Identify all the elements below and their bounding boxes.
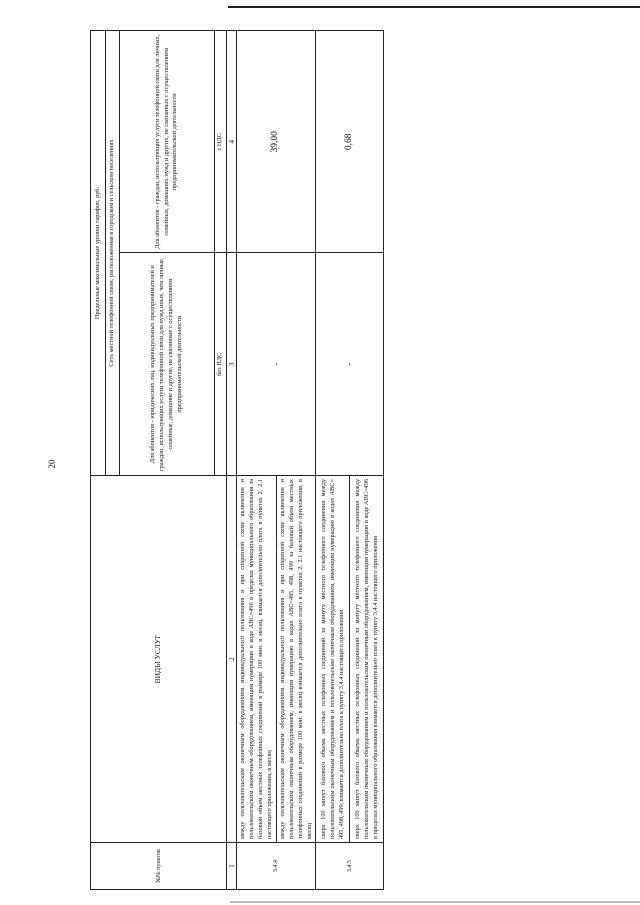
network-header: Сеть местной телефонной связи, расположенная в городском и сельском поселениях <box>106 31 120 476</box>
subscriber-legal-header: Для абонентов - юридических лиц, индивидуальных предпринимателей и граждан, использующих услуги телефонной связи для нужд иных, чем личные, семейные, домашние и другие, не связанные с осуществлением предпринимательской деятельности <box>120 253 215 476</box>
row-number: 3.4.4 <box>237 843 316 890</box>
row-value-citizens: 0,68 <box>316 31 384 254</box>
rotated-document-page <box>90 30 380 890</box>
col-services-header: ВИДЫ УСЛУГ <box>91 476 227 843</box>
table-row <box>316 31 350 890</box>
row-number: 3.4.5 <box>316 843 384 890</box>
page-number: 20 <box>47 459 57 469</box>
scan-edge-bottom <box>230 901 640 903</box>
col-number-header: №№ пунктов <box>91 843 227 890</box>
scan-edge-top <box>228 6 640 8</box>
tariff-header: Предельные максимальные уровни тарифов, руб. <box>91 31 106 476</box>
tariff-table <box>90 30 384 890</box>
table-row <box>237 31 277 890</box>
row-value-legal: - <box>316 253 384 476</box>
vat-without-header: без НДС <box>215 253 227 476</box>
row-value-citizens: 39,00 <box>237 31 316 254</box>
column-index: 2 <box>227 476 237 843</box>
vat-with-header: с НДС <box>215 31 227 254</box>
column-index: 1 <box>227 843 237 890</box>
row-description: сверх 100 минут базового объема местных телефонных соединений за минуту местного телефонного соединения между пользовательским оконечным оборудованием и пользовательским оконечным оборудованием, имеющим нумерацию в кодах АВС= 495, 498, 499, взимается дополнительно плата к пункту 3.4.4 настоящего приложения <box>316 476 350 843</box>
row-value-legal: - <box>237 253 316 476</box>
row-description: между пользовательским оконечным оборудованием индивидуального пользования и при спаренной схеме включения и пользовательским оконечным оборудованием, имеющим нумерацию в коде АВС=496 в пределах муниципального образования за базовый объем местных телефонных соединений в размере 100 мин. в месяц, взимается дополнительно плата в пунктах 2, 2.1 настоящего приложения, в месяц <box>237 476 277 843</box>
column-index: 4 <box>227 31 237 254</box>
row-description: между пользовательским оконечным оборудованием индивидуального пользования и при спаренной схеме включения и пользовательским оконечным оборудованием, имеющим нумерацию в кодах АВС=495, 498, 499 за базовый объем местных телефонных соединений в размере 100 мин. в месяц взимается дополнительно плата в пунктах 2, 2.1 настоящего приложения, в месяц <box>276 476 316 843</box>
column-index: 3 <box>227 253 237 476</box>
row-description: сверх 100 минут базового объема местных телефонных соединений за минуту местного телефонного соединения между пользовательским оконечным оборудованием и пользовательским оконечным оборудованием, имеющим нумерацию в коде АВС=496 в пределах муниципального образования взимается дополнительно плата к пункту 3.4.4 настоящего приложения <box>350 476 384 843</box>
subscriber-citizens-header: Для абонентов - граждан, использующих услуги телефонной связи для личных, семейных, домашних нужд и других, не связанных с осуществлением предпринимательской деятельности <box>120 31 215 254</box>
